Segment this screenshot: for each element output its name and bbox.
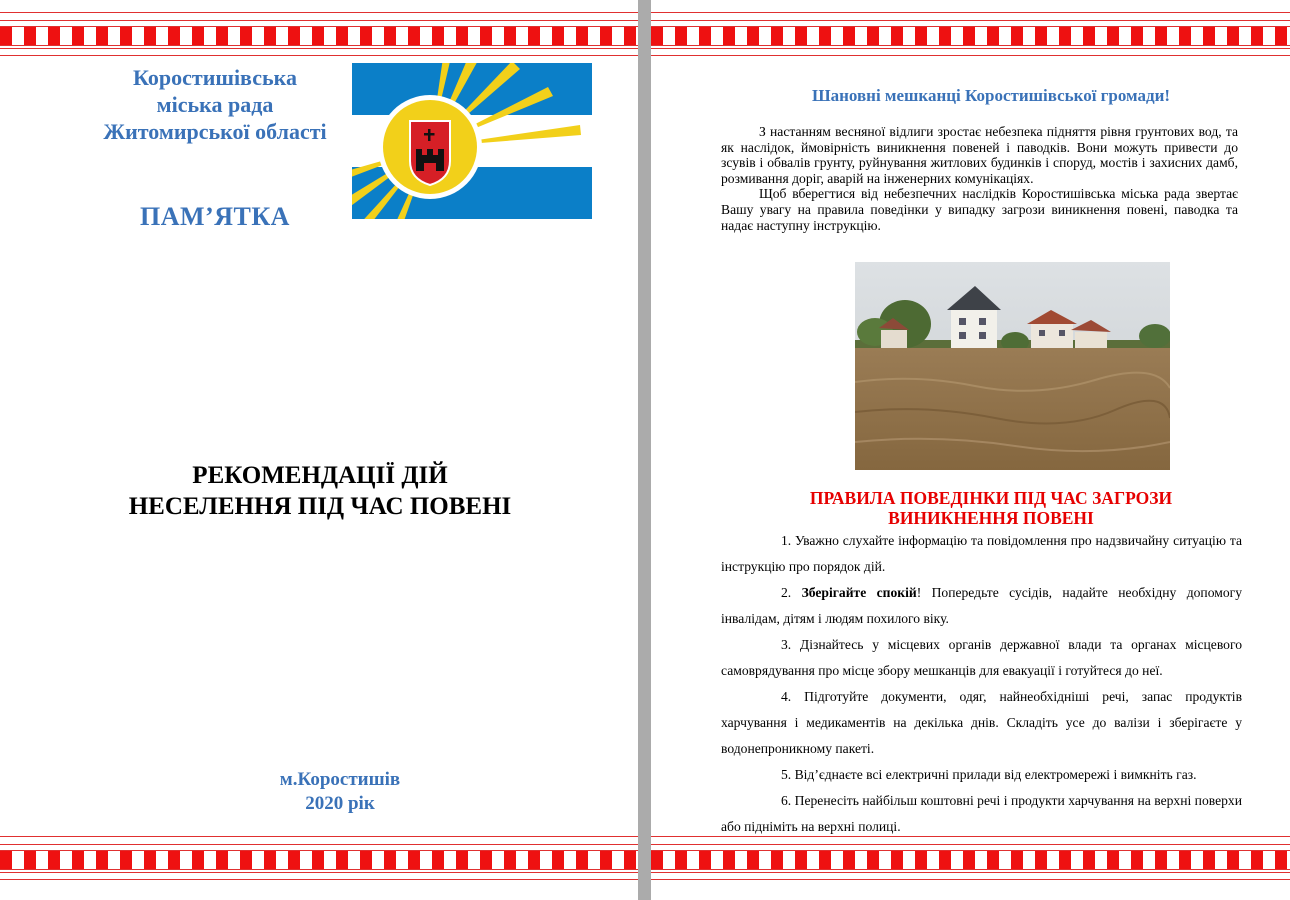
rule-text: ! Попередьте сусідів, надайте необхідну допомогу інвалідам, дітям і людям похилого віку. [721, 585, 1242, 626]
ornamental-border-top [0, 12, 638, 56]
intro-paragraph: З настанням весняної відлиги зростає небезпека підняття рівня грунтових вод, та як наслідок, ймовірність виникнення повеней і паводків. Вони можуть привести до зсувів і обвалів грунту, руйнування житлових будинків і споруд, мостів і захисних дамб, розмивання доріг, аварій на інженерних комунікаціях. [721, 124, 1238, 186]
flood-photo [855, 262, 1170, 470]
council-line: міська рада [156, 92, 274, 117]
heading-line: РЕКОМЕНДАЦІЇ ДІЙ [192, 462, 448, 489]
rule-item: 6. Перенесіть найбільш коштовні речі і продукти харчування на верхні поверхи або підніміть на верхні полиці. [721, 793, 1242, 834]
year: 2020 рік [305, 793, 375, 814]
council-line: Коростишівська [133, 65, 297, 90]
rule-number: 2. [781, 585, 802, 600]
council-line: Житомирської області [103, 119, 327, 144]
memo-title: ПАМ’ЯТКА [140, 202, 290, 231]
rule-item: 4. Підготуйте документи, одяг, найнеобхідніші речі, запас продуктів харчування і медикаментів на декілька днів. Складіть усе до валізи і зберігаєте у водонепроникному пакеті. [721, 689, 1242, 756]
city-name: м.Коростишів [279, 769, 401, 790]
main-heading [40, 460, 600, 522]
city-flag-emblem [352, 63, 592, 219]
rule-item: 1. Уважно слухайте інформацію та повідомлення про надзвичайну ситуацію та інструкцію про порядок дій. [721, 533, 1242, 574]
heading-line: НЕСЕЛЕННЯ ПІД ЧАС ПОВЕНІ [128, 493, 512, 520]
rules-heading-line: ПРАВИЛА ПОВЕДІНКИ ПІД ЧАС ЗАГРОЗИ [809, 488, 1173, 508]
ornamental-border-bottom [0, 836, 638, 880]
greeting: Шановні мешканці Коростишівської громади! [811, 86, 1171, 105]
rule-item: 3. Дізнайтесь у місцевих органів державної влади та органах місцевого самоврядування про місце збору мешканців для евакуації і готуйтеся до неї. [721, 637, 1242, 678]
council-name [60, 64, 370, 145]
document-page-cover [0, 0, 638, 900]
rules-heading [751, 488, 1231, 528]
city-and-year [220, 768, 460, 816]
document-page-instructions [651, 0, 1290, 900]
intro-paragraph: Щоб вберегтися від небезпечних наслідків Коростишівська міська рада звертає Вашу увагу на правила поведінки у випадку загрози виникнення повені, паводка та надає наступну інструкцію. [721, 186, 1238, 233]
rules-heading-line: ВИНИКНЕННЯ ПОВЕНІ [888, 508, 1094, 528]
rules-list [721, 528, 1242, 840]
rule-item: 5. Від’єднаєте всі електричні прилади від електромережі і вимкніть газ. [781, 767, 1197, 782]
intro-text [721, 124, 1238, 233]
ornamental-border-bottom [651, 836, 1290, 880]
ornamental-border-top [651, 12, 1290, 56]
rule-item [721, 580, 1242, 632]
rule-emphasis: Зберігайте спокій [801, 585, 917, 600]
